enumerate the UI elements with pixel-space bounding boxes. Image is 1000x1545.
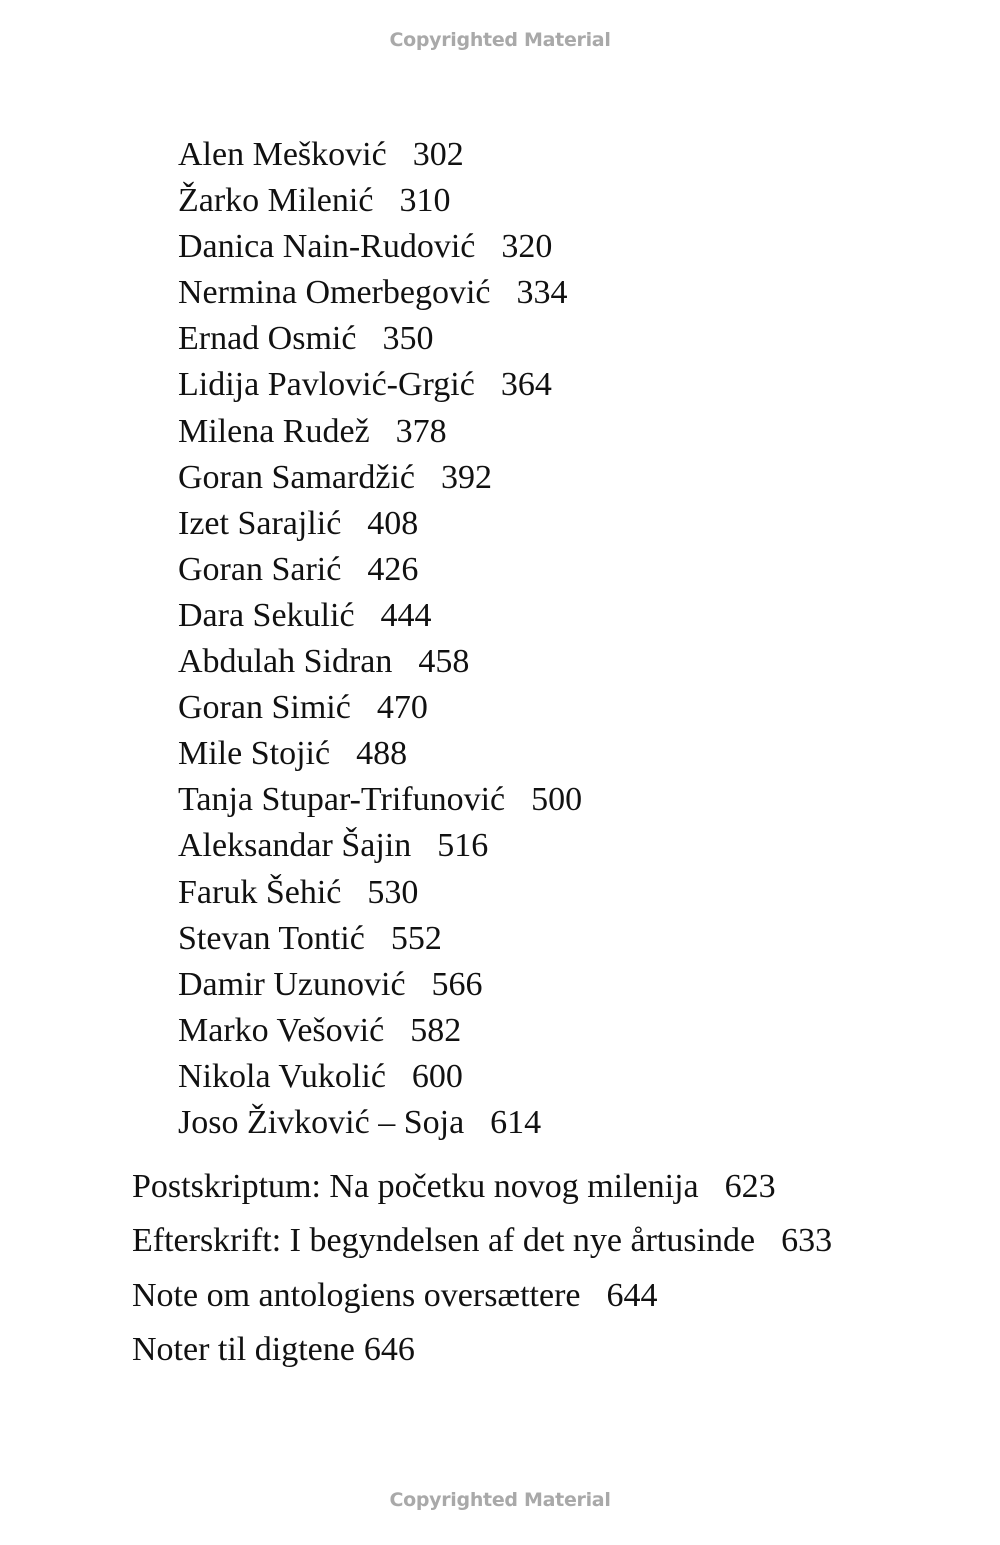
toc-entry-title: Aleksandar Šajin — [178, 827, 412, 865]
toc-entry — [178, 870, 582, 916]
toc-entry — [178, 224, 582, 270]
toc-entry-page-number: 582 — [410, 1011, 462, 1049]
toc-entry-title: Abdulah Sidran — [178, 643, 393, 681]
toc-sub-entries — [178, 132, 582, 1146]
toc-entry-title: Mile Stojić — [178, 735, 331, 773]
toc-entry-title: Goran Simić — [178, 689, 351, 727]
toc-entry-title: Joso Živković – Soja — [178, 1103, 465, 1141]
toc-entry-title: Marko Vešović — [178, 1011, 385, 1049]
toc-entry-title: Damir Uzunović — [178, 965, 406, 1003]
toc-entry-page-number: 378 — [395, 412, 447, 450]
toc-entry-title: Goran Sarić — [178, 550, 342, 588]
toc-entry — [178, 501, 582, 547]
toc-entry-title: Goran Samardžić — [178, 458, 415, 496]
toc-entry-title: Efterskrift: I begyndelsen af det nye årtusinde — [132, 1222, 756, 1260]
toc-entry-page-number: 334 — [516, 274, 568, 312]
toc-entry-page-number: 488 — [356, 735, 408, 773]
toc-entry-title: Postskriptum: Na početku novog milenija — [132, 1168, 699, 1205]
toc-entry — [132, 1323, 832, 1377]
copyright-watermark-bottom: Copyrighted Material — [389, 1489, 611, 1511]
toc-entry-title: Dara Sekulić — [178, 596, 355, 634]
toc-entry — [178, 639, 582, 685]
toc-entry-page-number: 566 — [431, 965, 483, 1003]
toc-entry-title: Nermina Omerbegović — [178, 274, 491, 312]
toc-entry — [178, 178, 582, 224]
toc-entry-page-number: 350 — [382, 320, 434, 358]
toc-entry — [178, 916, 582, 962]
toc-entry — [132, 1269, 832, 1323]
toc-entry-page-number: 302 — [412, 136, 464, 173]
toc-entry — [178, 316, 582, 362]
toc-entry — [178, 455, 582, 501]
toc-entry — [178, 593, 582, 639]
toc-entry-page-number: 623 — [724, 1168, 776, 1205]
toc-entry-page-number: 320 — [501, 228, 553, 266]
toc-entry — [178, 685, 582, 731]
toc-entry-title: Izet Sarajlić — [178, 504, 342, 542]
toc-entry-page-number: 646 — [363, 1330, 415, 1368]
toc-entry-page-number: 530 — [367, 873, 419, 911]
toc-entry — [178, 132, 582, 178]
toc-entry — [178, 270, 582, 316]
toc-entry-page-number: 600 — [411, 1057, 463, 1095]
toc-entry — [178, 777, 582, 823]
toc-entry-title: Noter til digtene — [132, 1330, 355, 1368]
copyright-watermark-top: Copyrighted Material — [389, 29, 611, 51]
toc-entry — [178, 547, 582, 593]
toc-entry-page-number: 444 — [380, 596, 432, 634]
toc-entry — [132, 1214, 832, 1268]
toc-entry — [178, 962, 582, 1008]
toc-entry — [178, 1054, 582, 1100]
toc-entry-page-number: 644 — [606, 1276, 658, 1314]
toc-entry — [178, 409, 582, 455]
toc-entry — [178, 362, 582, 408]
toc-entry — [178, 731, 582, 777]
toc-entry-page-number: 310 — [399, 182, 451, 220]
toc-entry-title: Ernad Osmić — [178, 320, 357, 358]
toc-entry-title: Danica Nain-Rudović — [178, 228, 476, 266]
toc-entry-title: Tanja Stupar-Trifunović — [178, 781, 506, 819]
toc-entry-page-number: 516 — [437, 827, 489, 865]
toc-entry — [178, 823, 582, 869]
toc-entry-title: Nikola Vukolić — [178, 1057, 386, 1095]
toc-entry-title: Žarko Milenić — [178, 182, 374, 220]
toc-entry-title: Milena Rudež — [178, 412, 370, 450]
toc-entry-title: Lidija Pavlović-Grgić — [178, 366, 475, 404]
toc-entry — [178, 1100, 582, 1146]
toc-entry-page-number: 614 — [490, 1103, 542, 1141]
toc-entry-title: Faruk Šehić — [178, 873, 342, 911]
toc-entry — [132, 1160, 832, 1214]
toc-entry-page-number: 552 — [390, 919, 442, 957]
toc-entry — [178, 1008, 582, 1054]
toc-entry-page-number: 633 — [781, 1222, 833, 1260]
toc-entry-page-number: 470 — [376, 689, 428, 727]
toc-entry-title: Note om antologiens oversættere — [132, 1276, 581, 1314]
toc-entry-page-number: 458 — [418, 643, 470, 681]
toc-entry-title: Stevan Tontić — [178, 919, 365, 957]
toc-entry-page-number: 426 — [367, 550, 419, 588]
toc-entry-page-number: 500 — [531, 781, 583, 819]
toc-entry-page-number: 392 — [440, 458, 492, 496]
toc-entry-page-number: 364 — [500, 366, 552, 404]
toc-main-entries — [132, 1160, 832, 1377]
toc-entry-title: Alen Mešković — [178, 136, 387, 173]
toc-entry-page-number: 408 — [367, 504, 419, 542]
